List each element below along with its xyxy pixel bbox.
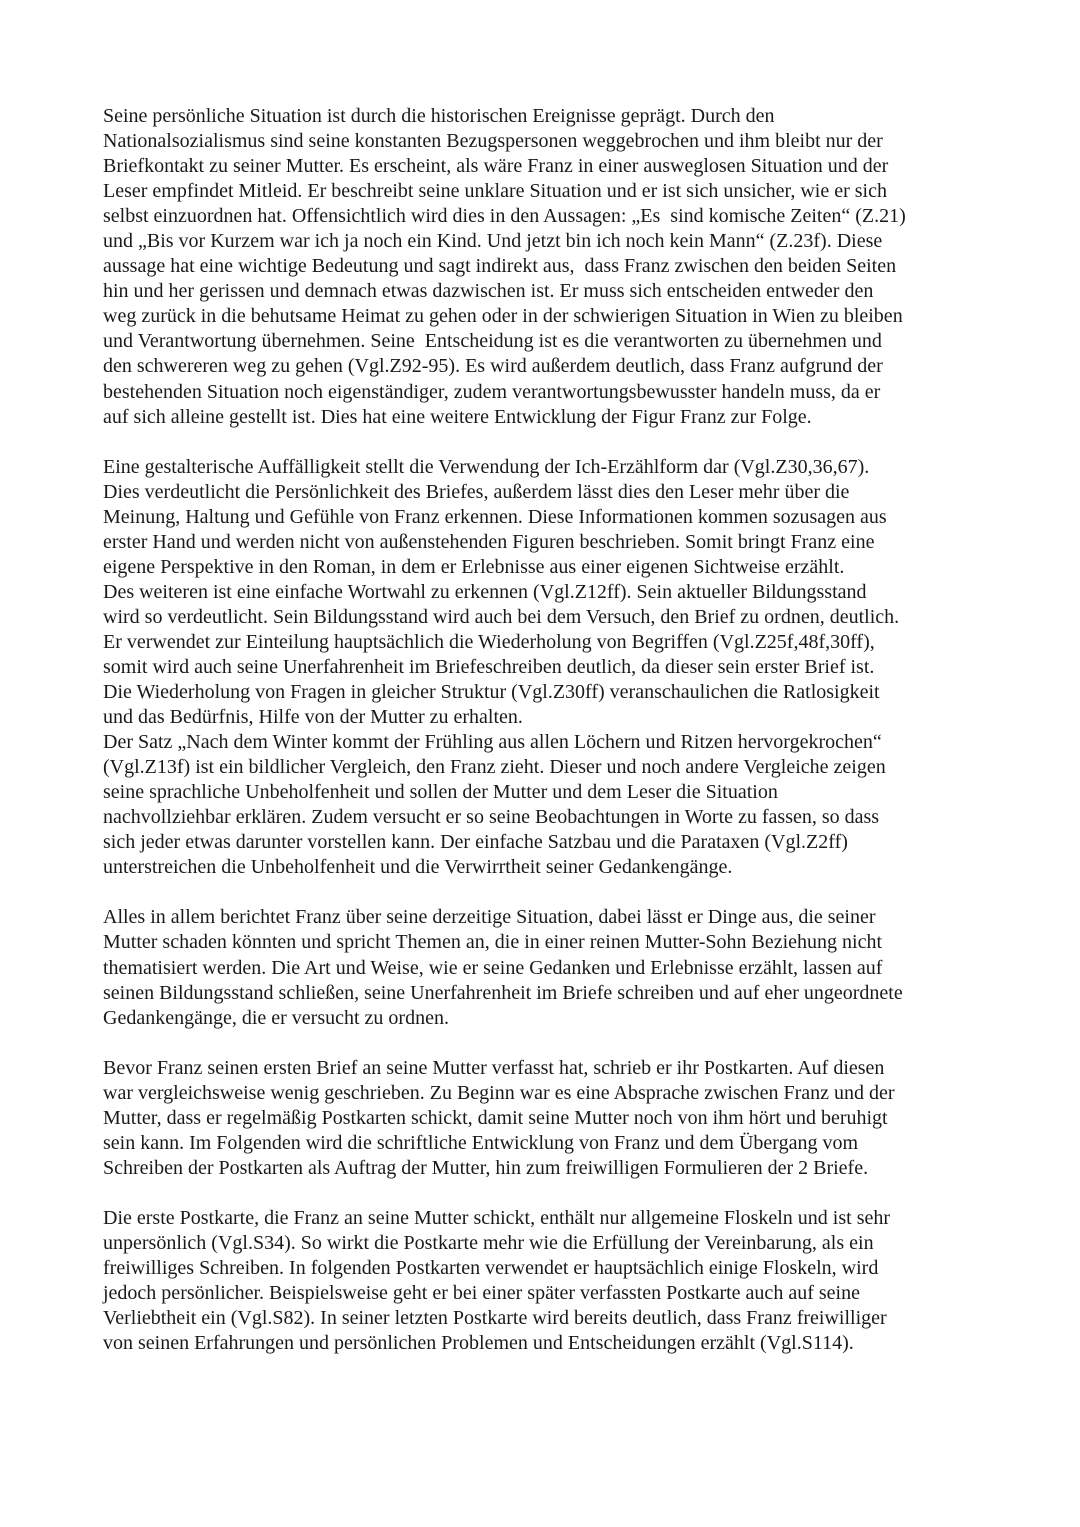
text-line: Meinung, Haltung und Gefühle von Franz erkennen. Diese Informationen kommen sozusagen aus: [103, 505, 887, 528]
paragraph-3: [103, 905, 983, 1030]
text-line: sich jeder etwas darunter vorstellen kann. Der einfache Satzbau und die Parataxen (Vgl.Z2ff): [103, 831, 848, 854]
text-line: Die Wiederholung von Fragen in gleicher Struktur (Vgl.Z30ff) veranschaulichen die Ratlosigkeit: [103, 681, 880, 704]
text-line: Des weiteren ist eine einfache Wortwahl zu erkennen (Vgl.Z12ff). Sein aktueller Bildungsstand: [103, 580, 867, 603]
text-line: Der Satz „Nach dem Winter kommt der Frühling aus allen Löchern und Ritzen hervorgekrochen“: [103, 731, 882, 754]
text-line: Eine gestalterische Auffälligkeit stellt die Verwendung der Ich-Erzählform dar (Vgl.Z30,36,67).: [103, 455, 870, 478]
paragraph-4: [103, 1056, 983, 1181]
text-line: Dies verdeutlicht die Persönlichkeit des Briefes, außerdem lässt dies den Leser mehr über die: [103, 480, 850, 503]
paragraph-1: [103, 104, 983, 430]
paragraph-spacer: [103, 430, 983, 455]
text-line: somit wird auch seine Unerfahrenheit im Briefeschreiben deutlich, da dieser sein erster Brief ist.: [103, 655, 875, 678]
text-line: seine sprachliche Unbeholfenheit und sollen der Mutter und dem Leser die Situation: [103, 781, 778, 804]
text-line: Mutter, dass er regelmäßig Postkarten schickt, damit seine Mutter noch von ihm hört und beruhigt: [103, 1106, 888, 1129]
text-line: Mutter schaden könnten und spricht Themen an, die in einer reinen Mutter-Sohn Beziehung nicht: [103, 931, 883, 954]
text-line: den schwereren weg zu gehen (Vgl.Z92-95). Es wird außerdem deutlich, dass Franz aufgrund der: [103, 355, 883, 378]
text-line: Seine persönliche Situation ist durch die historischen Ereignisse geprägt. Durch den: [103, 105, 775, 127]
paragraph-spacer: [103, 1181, 983, 1206]
document-body: [103, 104, 983, 1356]
text-line: selbst einzuordnen hat. Offensichtlich wird dies in den Aussagen: „Es sind komische Zeiten“ (Z.21): [103, 205, 906, 228]
paragraph-spacer: [103, 880, 983, 905]
text-line: Gedankengänge, die er versucht zu ordnen.: [103, 1006, 449, 1029]
text-line: (Vgl.Z13f) ist ein bildlicher Vergleich, den Franz zieht. Dieser und noch andere Vergleiche zeigen: [103, 756, 886, 779]
text-line: Verliebtheit ein (Vgl.S82). In seiner letzten Postkarte wird bereits deutlich, dass Franz freiwilliger: [103, 1307, 887, 1330]
paragraph-spacer: [103, 1031, 983, 1056]
text-line: thematisiert werden. Die Art und Weise, wie er seine Gedanken und Erlebnisse erzählt, lassen auf: [103, 956, 883, 979]
text-line: bestehenden Situation noch eigenständiger, zudem verantwortungsbewusster handeln muss, da er: [103, 380, 881, 403]
text-line: Alles in allem berichtet Franz über seine derzeitige Situation, dabei lässt er Dinge aus, die seiner: [103, 906, 876, 929]
text-line: und Verantwortung übernehmen. Seine Entscheidung ist es die verantworten zu übernehmen und: [103, 330, 882, 353]
paragraph-5: [103, 1206, 983, 1356]
text-line: eigene Perspektive in den Roman, in dem er Erlebnisse aus einer eigenen Sichtweise erzählt.: [103, 555, 845, 578]
text-line: erster Hand und werden nicht von außenstehenden Figuren beschrieben. Somit bringt Franz eine: [103, 530, 875, 553]
text-line: Er verwendet zur Einteilung hauptsächlich die Wiederholung von Begriffen (Vgl.Z25f,48f,30ff),: [103, 630, 875, 653]
text-line: Leser empfindet Mitleid. Er beschreibt seine unklare Situation und er ist sich unsicher, wie er sich: [103, 180, 887, 203]
text-line: war vergleichsweise wenig geschrieben. Zu Beginn war es eine Absprache zwischen Franz und der: [103, 1081, 895, 1104]
text-line: unpersönlich (Vgl.S34). So wirkt die Postkarte mehr wie die Erfüllung der Vereinbarung, als ein: [103, 1231, 874, 1254]
text-line: wird so verdeutlicht. Sein Bildungsstand wird auch bei dem Versuch, den Brief zu ordnen, deutlich.: [103, 605, 900, 628]
text-line: unterstreichen die Unbeholfenheit und die Verwirrtheit seiner Gedankengänge.: [103, 856, 733, 879]
text-line: weg zurück in die behutsame Heimat zu gehen oder in der schwierigen Situation in Wien zu bleiben: [103, 305, 903, 328]
text-line: und das Bedürfnis, Hilfe von der Mutter zu erhalten.: [103, 706, 523, 729]
text-line: sein kann. Im Folgenden wird die schriftliche Entwicklung von Franz und dem Übergang vom: [103, 1131, 859, 1154]
text-line: und „Bis vor Kurzem war ich ja noch ein Kind. Und jetzt bin ich noch kein Mann“ (Z.23f). Diese: [103, 230, 883, 253]
text-line: freiwilliges Schreiben. In folgenden Postkarten verwendet er hauptsächlich einige Floskeln, wird: [103, 1256, 879, 1279]
text-line: seinen Bildungsstand schließen, seine Unerfahrenheit im Briefe schreiben und auf eher ungeordnete: [103, 981, 903, 1004]
text-line: von seinen Erfahrungen und persönlichen Problemen und Entscheidungen erzählt (Vgl.S114).: [103, 1332, 854, 1355]
paragraph-2: [103, 455, 983, 881]
text-line: Die erste Postkarte, die Franz an seine Mutter schickt, enthält nur allgemeine Floskeln und ist sehr: [103, 1206, 891, 1229]
text-line: auf sich alleine gestellt ist. Dies hat eine weitere Entwicklung der Figur Franz zur Folge.: [103, 405, 812, 428]
text-line: Schreiben der Postkarten als Auftrag der Mutter, hin zum freiwilligen Formulieren der 2 Briefe.: [103, 1156, 869, 1179]
text-line: aussage hat eine wichtige Bedeutung und sagt indirekt aus, dass Franz zwischen den beiden Seiten: [103, 255, 897, 278]
text-line: nachvollziehbar erklären. Zudem versucht er so seine Beobachtungen in Worte zu fassen, so dass: [103, 806, 880, 829]
text-line: Nationalsozialismus sind seine konstanten Bezugspersonen weggebrochen und ihm bleibt nur der: [103, 130, 883, 153]
text-line: hin und her gerissen und demnach etwas dazwischen ist. Er muss sich entscheiden entweder den: [103, 280, 874, 303]
text-line: jedoch persönlicher. Beispielsweise geht er bei einer später verfassten Postkarte auch auf seine: [103, 1282, 860, 1305]
text-line: Briefkontakt zu seiner Mutter. Es erscheint, als wäre Franz in einer ausweglosen Situation und der: [103, 155, 889, 178]
text-line: Bevor Franz seinen ersten Brief an seine Mutter verfasst hat, schrieb er ihr Postkarten. Auf diesen: [103, 1056, 885, 1079]
